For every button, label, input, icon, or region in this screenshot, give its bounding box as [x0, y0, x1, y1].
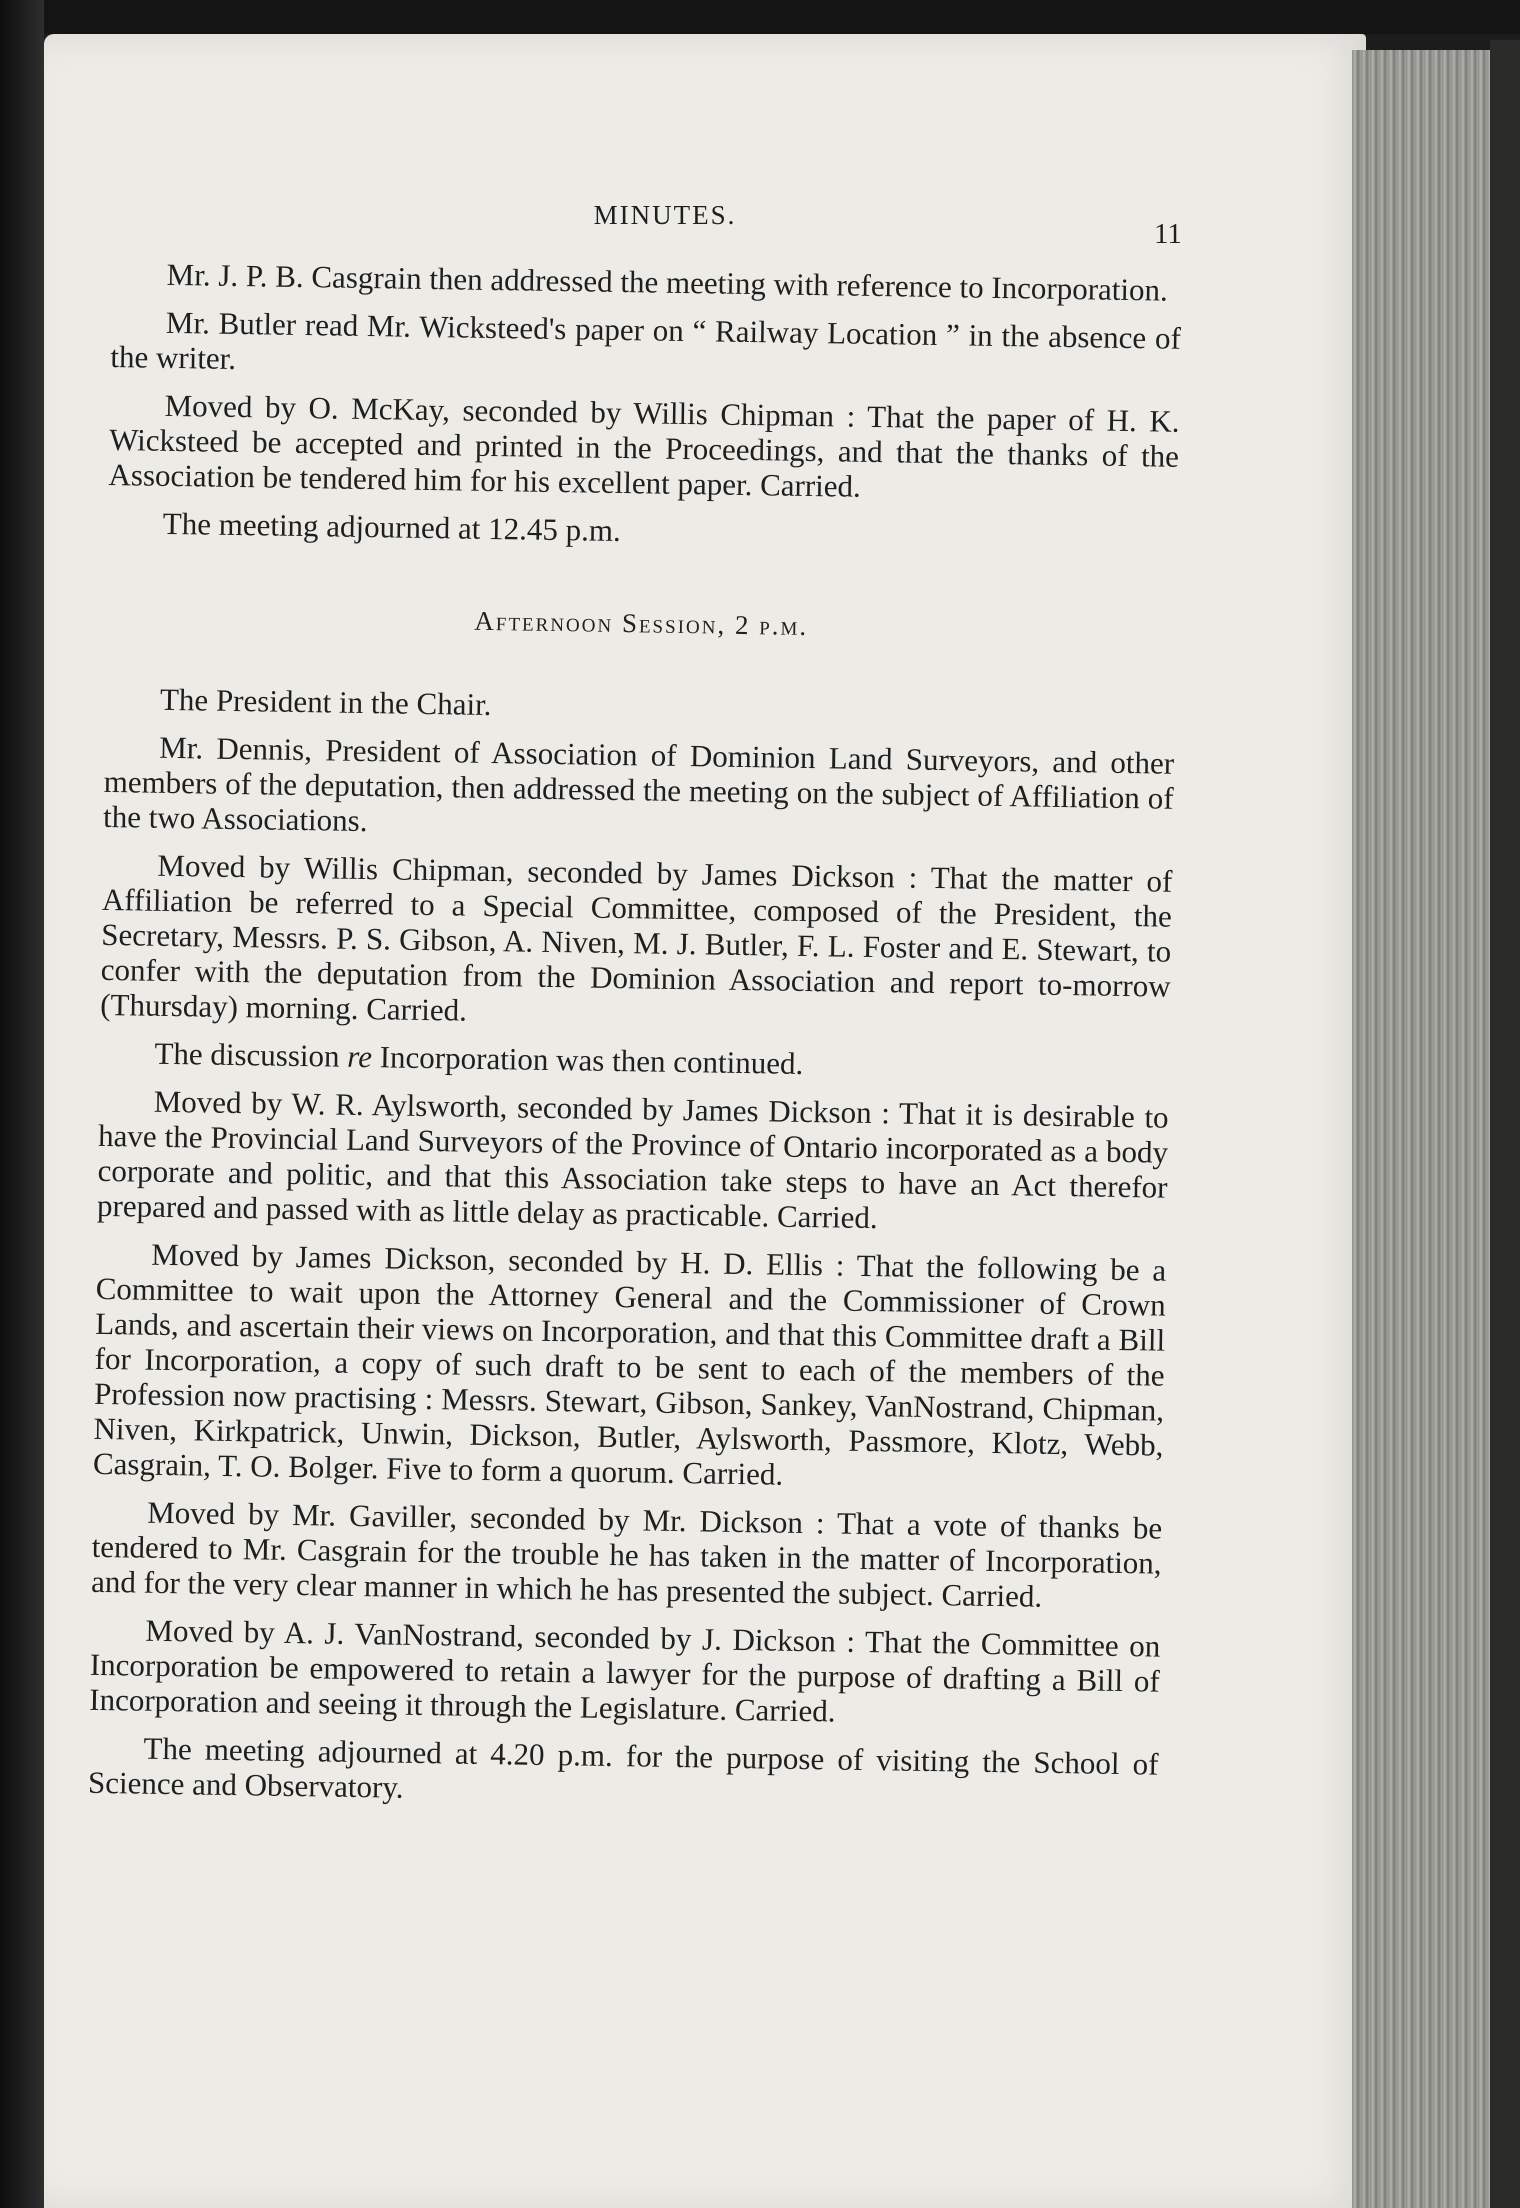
scan-top-border: [0, 0, 1520, 34]
paragraph-discussion: [99, 1035, 1169, 1087]
paragraph: Moved by Willis Chipman, seconded by James Dickson : That the matter of Affiliation be referred to a Special Committee, composed of the President, the Secretary, Messrs. P. S. Gibson, A. Niven, M. J. Butler, F. L. Foster and E. Stewart, to confer with the deputation from the Dominion Association and report to-morrow (Thursday) morning. Carried.: [99, 847, 1173, 1028]
paragraph: Moved by W. R. Aylsworth, seconded by James Dickson : That it is desirable to have the Provincial Land Surveyors of the Province of Ontario incorporated as a body corporate and politic, and that this Association take steps to have an Act therefor prepared and passed with as little delay as practicable. Carried.: [96, 1083, 1169, 1236]
paragraph: Moved by Mr. Gaviller, seconded by Mr. Dickson : That a vote of thanks be tendered to Mr. Casgrain for the trouble he has taken in the matter of Incorporation, and for the very clear manner in which he has presented the subject. Carried.: [90, 1494, 1163, 1614]
page-edges: [1352, 50, 1500, 2208]
paragraph: The President in the Chair.: [159, 681, 492, 723]
book-binding-shadow: [0, 0, 44, 2208]
paragraph: Moved by James Dickson, seconded by H. D. Ellis : That the following be a Committee to wait upon the Attorney General and the Commissioner of Crown Lands, and ascertain their views on Incorporation, and that this Committee draft a Bill for Incorporation, a copy of such draft to be sent to each of the members of the Profession now practising : Messrs. Stewart, Gibson, Sankey, VanNostrand, Chipman, Niven, Kirkpatrick, Unwin, Dickson, Butler, Aylsworth, Passmore, Klotz, Webb, Casgrain, T. O. Bolger. Five to form a quorum. Carried.: [92, 1236, 1167, 1492]
section-heading: Afternoon Session, 2 p.m.: [474, 605, 809, 641]
paragraph: Mr. Butler read Mr. Wicksteed's paper on “ Railway Location ” in the absence of the writer.: [110, 304, 1182, 376]
paragraph: Moved by A. J. VanNostrand, seconded by J. Dickson : That the Committee on Incorporation be empowered to retain a lawyer for the purpose of drafting a Bill of Incorporation and seeing it through the Legislature. Carried.: [89, 1612, 1161, 1729]
paragraph: The meeting adjourned at 4.20 p.m. for the purpose of visiting the School of Science and Observatory.: [87, 1730, 1159, 1805]
running-head: MINUTES.: [593, 200, 737, 230]
book-edge-shadow: [1490, 40, 1520, 2208]
discussion-text-start: The discussion: [154, 1035, 348, 1074]
paragraph: Mr. Dennis, President of Association of Dominion Land Surveyors, and other members of the deputation, then addressed the meeting on the subject of Affiliation of the two Associations.: [102, 729, 1175, 839]
page-number: 11: [1154, 218, 1182, 250]
discussion-text-end: Incorporation was then continued.: [371, 1039, 804, 1081]
paragraph: The meeting adjourned at 12.45 p.m.: [162, 505, 622, 549]
page-body: [88, 256, 1182, 1830]
paragraph: Mr. J. P. B. Casgrain then addressed the meeting with reference to Incorporation.: [166, 256, 1169, 308]
paragraph: Moved by O. McKay, seconded by Willis Chipman : That the paper of H. K. Wicksteed be accepted and printed in the Proceedings, and that the thanks of the Association be tendered him for his excellent paper. Carried.: [108, 387, 1180, 504]
discussion-italic-re: re: [347, 1038, 373, 1075]
